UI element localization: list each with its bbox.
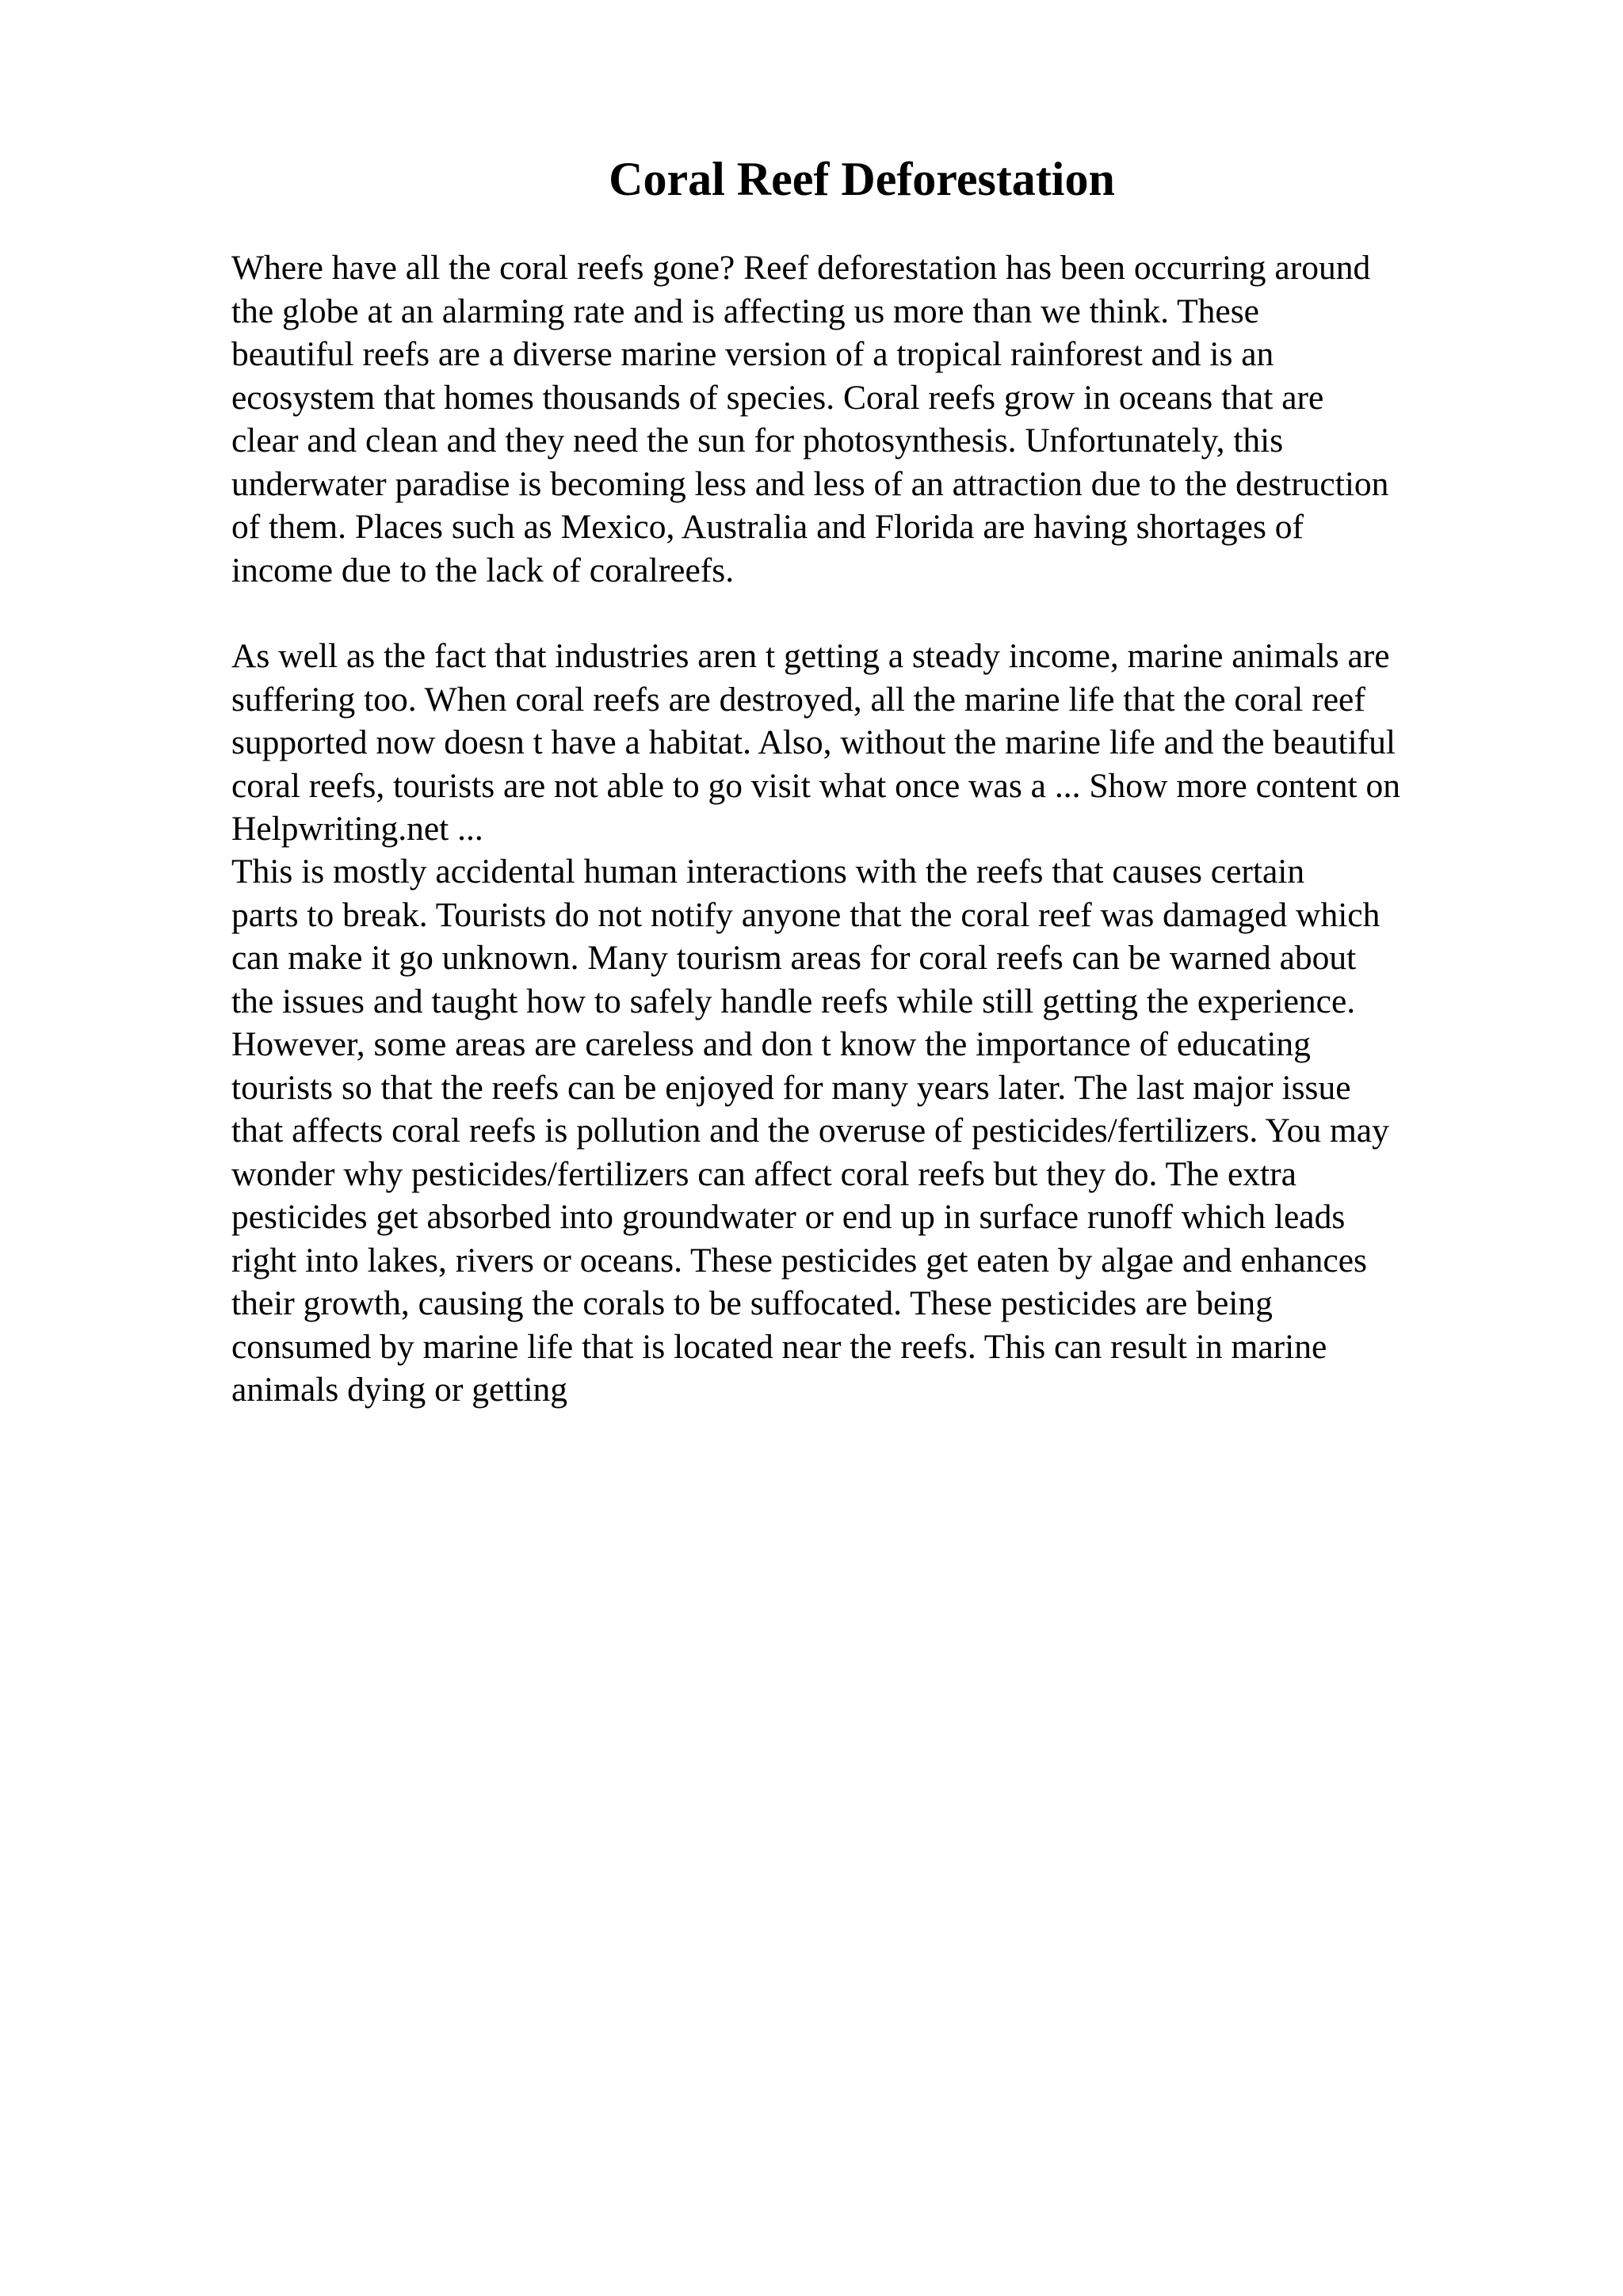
text-line: animals dying or getting: [231, 1371, 568, 1409]
text-line: Helpwriting.net ...: [231, 810, 483, 848]
text-line: parts to break. Tourists do not notify anyone that the coral reef was damaged which: [231, 895, 1381, 934]
text-line: income due to the lack of coralreefs.: [231, 551, 735, 589]
text-line: the globe at an alarming rate and is affecting us more than we think. These: [231, 292, 1259, 330]
text-line: ecosystem that homes thousands of species. Coral reefs grow in oceans that are: [231, 378, 1324, 417]
text-line: coral reefs, tourists are not able to go visit what once was a ... Show more content on: [231, 766, 1400, 805]
text-line: clear and clean and they need the sun for photosynthesis. Unfortunately, this: [231, 421, 1284, 460]
paragraph-2: [231, 635, 1499, 851]
text-line: Where have all the coral reefs gone? Reef deforestation has been occurring around: [231, 249, 1371, 287]
paragraph-1: [231, 246, 1499, 592]
text-line: beautiful reefs are a diverse marine version of a tropical rainforest and is an: [231, 335, 1274, 373]
text-line: their growth, causing the corals to be suffocated. These pesticides are being: [231, 1284, 1273, 1322]
text-line: tourists so that the reefs can be enjoyed for many years later. The last major issue: [231, 1068, 1351, 1107]
text-line: that affects coral reefs is pollution and the overuse of pesticides/fertilizers. You may: [231, 1112, 1389, 1150]
document-title: Coral Reef Deforestation: [609, 153, 1115, 205]
text-line: wonder why pesticides/fertilizers can affect coral reefs but they do. The extra: [231, 1154, 1296, 1193]
text-line: of them. Places such as Mexico, Australia and Florida are having shortages of: [231, 508, 1304, 546]
text-line: As well as the fact that industries aren t getting a steady income, marine animals are: [231, 637, 1390, 675]
text-line: suffering too. When coral reefs are destroyed, all the marine life that the coral reef: [231, 680, 1365, 719]
text-line: can make it go unknown. Many tourism areas for coral reefs can be warned about: [231, 939, 1357, 977]
paragraph-3: [231, 850, 1499, 1412]
text-line: underwater paradise is becoming less and less of an attraction due to the destruction: [231, 464, 1389, 503]
text-line: pesticides get absorbed into groundwater or end up in surface runoff which leads: [231, 1198, 1346, 1236]
text-line: the issues and taught how to safely handle reefs while still getting the experience.: [231, 982, 1356, 1020]
text-line: However, some areas are careless and don t know the importance of educating: [231, 1025, 1311, 1063]
text-line: This is mostly accidental human interactions with the reefs that causes certain: [231, 852, 1305, 891]
text-line: right into lakes, rivers or oceans. These pesticides get eaten by algae and enhances: [231, 1241, 1367, 1280]
text-line: supported now doesn t have a habitat. Also, without the marine life and the beautiful: [231, 723, 1396, 761]
text-line: consumed by marine life that is located near the reefs. This can result in marine: [231, 1327, 1327, 1366]
